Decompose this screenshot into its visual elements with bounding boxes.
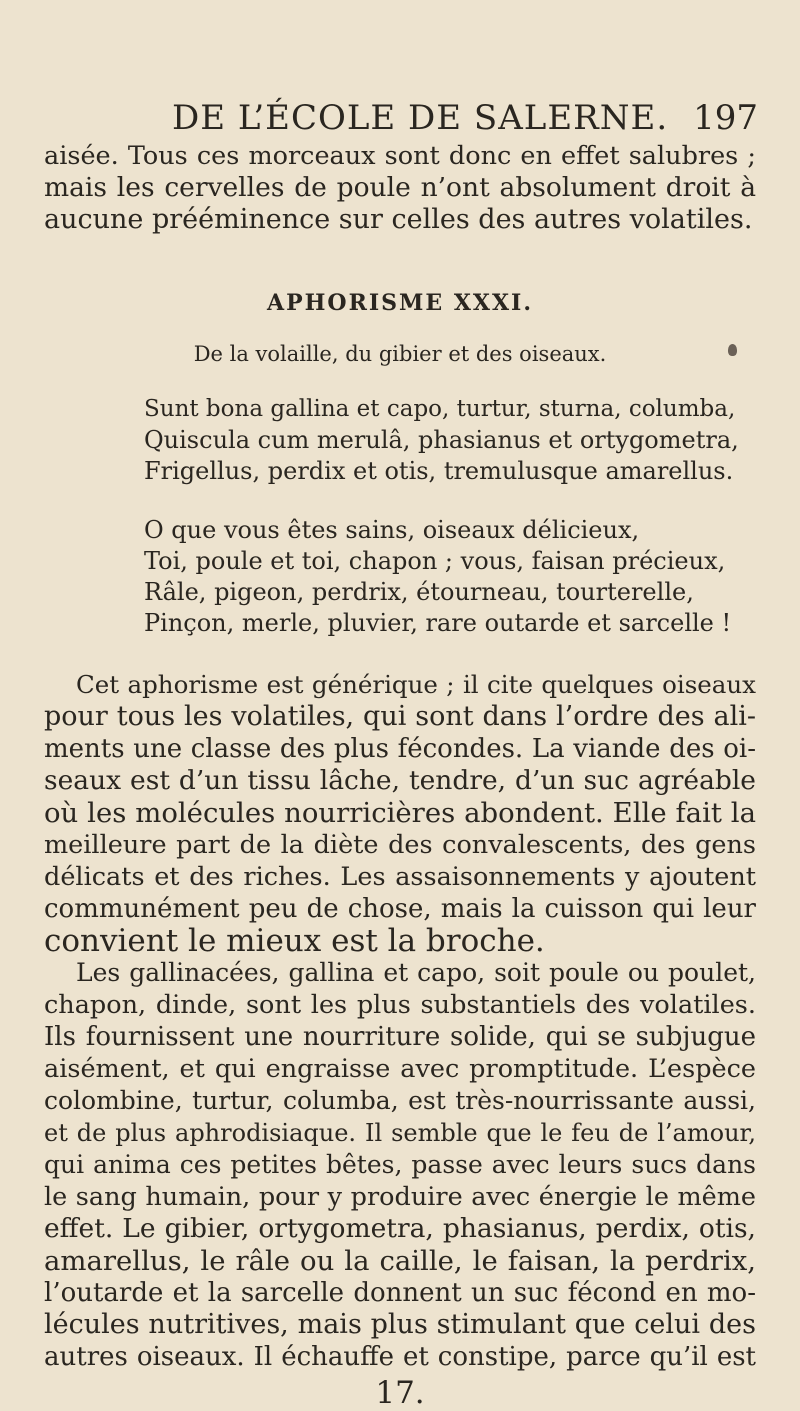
text-line: amarellus, le râle ou la caille, le faisan, la perdrix,	[44, 1245, 756, 1277]
text-line: communément peu de chose, mais la cuisson qui leur	[44, 894, 756, 924]
verse-line: Pinçon, merle, pluvier, rare outarde et sarcelle !	[144, 609, 732, 637]
signature-mark: 17.	[375, 1375, 425, 1411]
page-number: 197	[693, 98, 758, 138]
verse-line: Quiscula cum merulâ, phasianus et ortygometra,	[144, 426, 739, 454]
text-line: qui anima ces petites bêtes, passe avec leurs sucs dans	[44, 1150, 756, 1179]
text-line: pour tous les volatiles, qui sont dans l’ordre des ali-	[44, 701, 756, 732]
text-line: autres oiseaux. Il échauffe et constipe, parce qu’il est	[44, 1342, 756, 1372]
text-line: effet. Le gibier, ortygometra, phasianus, perdix, otis,	[44, 1213, 756, 1244]
text-line: où les molécules nourricières abondent. Elle fait la	[44, 797, 756, 829]
text-line: délicats et des riches. Les assaisonnements y ajoutent	[44, 862, 756, 892]
text-line: le sang humain, pour y produire avec énergie le même	[44, 1182, 756, 1212]
text-line: Les gallinacées, gallina et capo, soit poule ou poulet,	[76, 958, 756, 987]
commentary-paragraph-2	[44, 957, 756, 1373]
aphorism-heading: APHORISME XXXI.	[267, 290, 533, 316]
text-line: chapon, dinde, sont les plus substantiels des volatiles.	[44, 990, 756, 1020]
aphorism-subheading: De la volaille, du gibier et des oiseaux.	[193, 342, 607, 366]
page-body	[44, 140, 756, 1409]
verse-line: Frigellus, perdix et otis, tremulusque amarellus.	[144, 457, 734, 485]
text-line: ments une classe des plus fécondes. La viande des oi-	[44, 734, 756, 764]
text-line: meilleure part de la diète des convalescents, des gens	[44, 830, 756, 860]
text-line: aisément, et qui engraisse avec promptitude. L’espèce	[44, 1054, 756, 1084]
text-line: aucune prééminence sur celles des autres volatiles.	[44, 204, 753, 235]
verse-line: Sunt bona gallina et capo, turtur, sturna, columba,	[144, 396, 736, 422]
text-line: Cet aphorisme est générique ; il cite quelques oiseaux	[76, 670, 756, 699]
french-verse	[144, 515, 744, 639]
text-line: et de plus aphrodisiaque. Il semble que le feu de l’amour,	[44, 1119, 756, 1147]
text-line: seaux est d’un tissu lâche, tendre, d’un suc agréable	[44, 765, 756, 796]
text-line: colombine, turtur, columba, est très-nourrissante aussi,	[44, 1086, 756, 1115]
page-header	[0, 98, 800, 138]
text-line: Ils fournissent une nourriture solide, qui se subjugue	[44, 1022, 756, 1052]
text-line: l’outarde et la sarcelle donnent un suc fécond en mo-	[44, 1278, 756, 1308]
latin-verse	[144, 394, 744, 487]
text-line: mais les cervelles de poule n’ont absolument droit à	[44, 172, 756, 203]
verse-line: Râle, pigeon, perdrix, étourneau, tourterelle,	[144, 578, 694, 606]
commentary-paragraph-1	[44, 669, 756, 957]
text-line: convient le mieux est la broche.	[44, 923, 545, 959]
text-line: lécules nutritives, mais plus stimulant que celui des	[44, 1309, 756, 1340]
verse-line: Toi, poule et toi, chapon ; vous, faisan précieux,	[144, 547, 726, 575]
running-title: DE L’ÉCOLE DE SALERNE.	[172, 98, 669, 138]
intro-paragraph	[44, 140, 756, 236]
verse-line: O que vous êtes sains, oiseaux délicieux,	[144, 516, 640, 544]
text-line: aisée. Tous ces morceaux sont donc en effet salubres ;	[44, 141, 756, 171]
